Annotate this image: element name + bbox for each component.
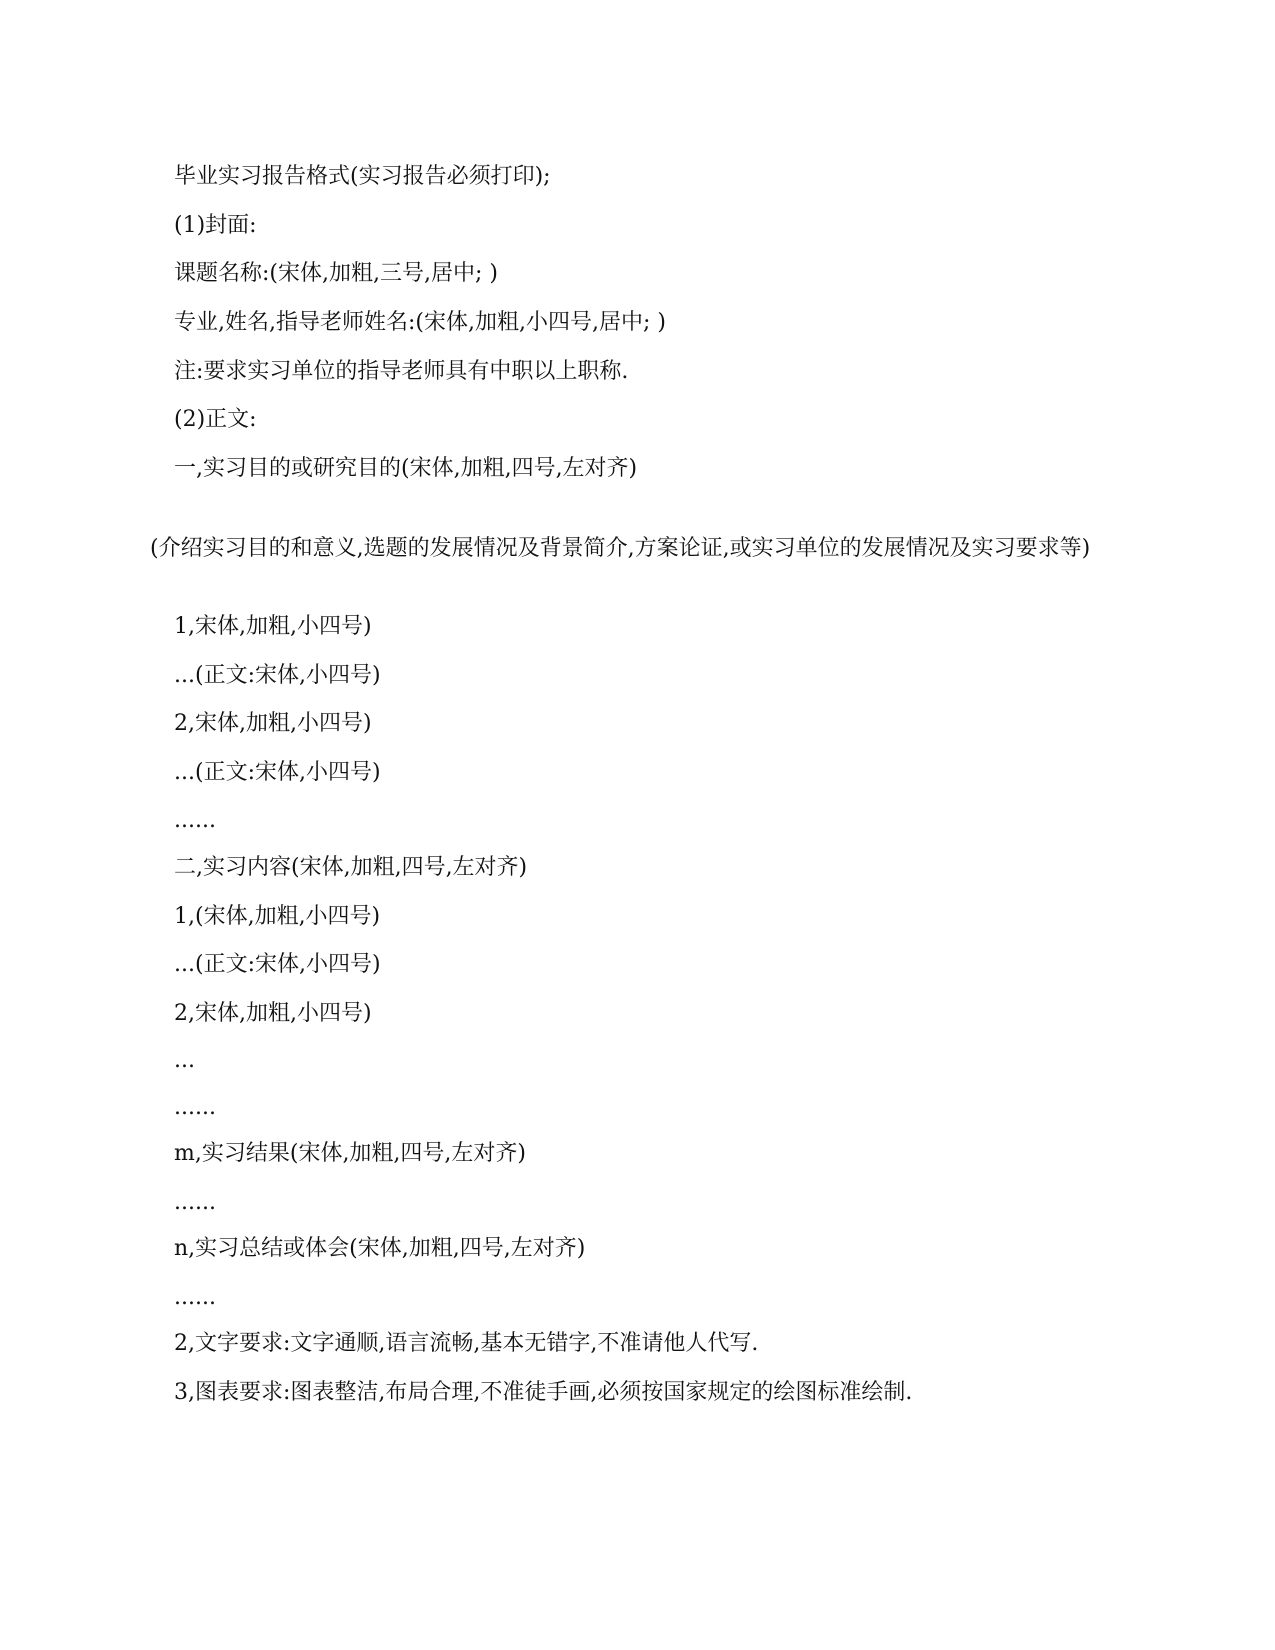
section-one-item-2: 2,宋体,加粗,小四号) bbox=[174, 711, 372, 736]
section-one-description: (介绍实习目的和意义,选题的发展情况及背景简介,方案论证,或实习单位的发展情况及实习要求等) bbox=[150, 536, 1091, 561]
section-two-short-ellipsis: ... bbox=[174, 1048, 195, 1073]
section-two-item-2: 2,宋体,加粗,小四号) bbox=[174, 1001, 372, 1026]
section-m-heading: m,实习结果(宋体,加粗,四号,左对齐) bbox=[174, 1141, 527, 1166]
chart-requirements-line: 3,图表要求:图表整洁,布局合理,不准徒手画,必须按国家规定的绘图标准绘制. bbox=[174, 1380, 913, 1405]
report-format-title: 毕业实习报告格式(实习报告必须打印); bbox=[174, 164, 551, 189]
section-two-ellipsis: ...... bbox=[174, 1095, 216, 1120]
section-n-heading: n,实习总结或体会(宋体,加粗,四号,左对齐) bbox=[174, 1236, 586, 1261]
section-two-item-1-body: ...(正文:宋体,小四号) bbox=[174, 952, 381, 977]
cover-heading: (1)封面: bbox=[174, 213, 257, 238]
advisor-note-line: 注:要求实习单位的指导老师具有中职以上职称. bbox=[174, 359, 629, 384]
section-m-ellipsis: ...... bbox=[174, 1190, 216, 1215]
section-one-item-1-body: ...(正文:宋体,小四号) bbox=[174, 663, 381, 688]
text-requirements-line: 2,文字要求:文字通顺,语言流畅,基本无错字,不准请他人代写. bbox=[174, 1331, 759, 1356]
section-one-ellipsis: ...... bbox=[174, 808, 216, 833]
section-two-heading: 二,实习内容(宋体,加粗,四号,左对齐) bbox=[174, 855, 528, 880]
section-one-item-2-body: ...(正文:宋体,小四号) bbox=[174, 760, 381, 785]
section-one-heading: 一,实习目的或研究目的(宋体,加粗,四号,左对齐) bbox=[174, 456, 638, 481]
section-two-item-1: 1,(宋体,加粗,小四号) bbox=[174, 904, 381, 929]
major-name-advisor-line: 专业,姓名,指导老师姓名:(宋体,加粗,小四号,居中; ) bbox=[174, 310, 666, 335]
section-one-item-1: 1,宋体,加粗,小四号) bbox=[174, 614, 372, 639]
body-heading: (2)正文: bbox=[174, 407, 257, 432]
topic-name-line: 课题名称:(宋体,加粗,三号,居中; ) bbox=[174, 261, 498, 286]
section-n-ellipsis: ...... bbox=[174, 1285, 216, 1310]
